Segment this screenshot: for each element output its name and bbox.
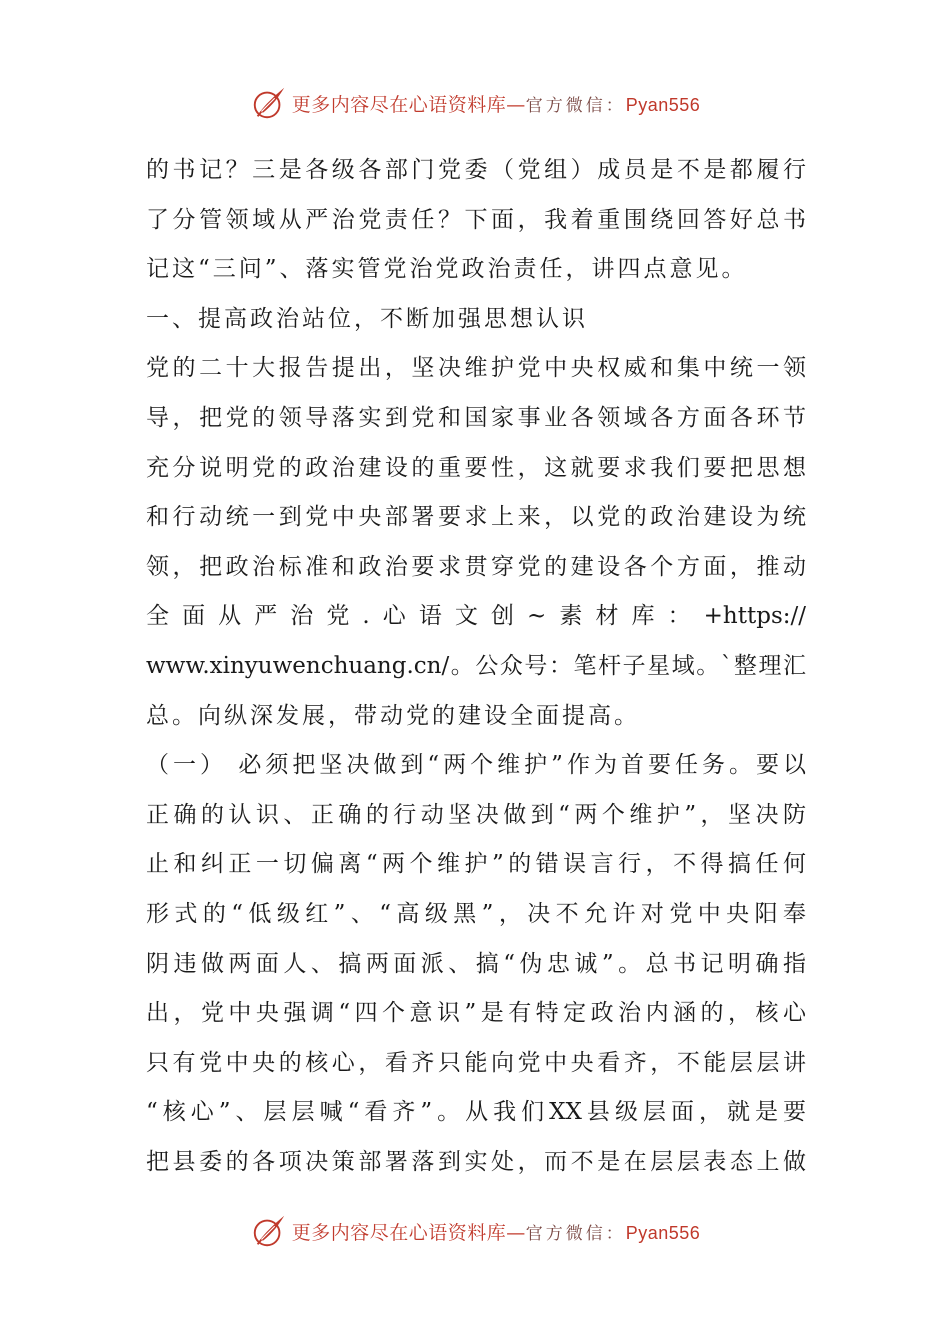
text-line: 和行动统一到党中央部署要求上来，以党的政治建设为统: [146, 504, 806, 531]
text-line: 领，把政治标准和政治要求贯穿党的建设各个方面，推动: [146, 553, 806, 580]
text-line: 只有党中央的核心，看齐只能向党中央看齐，不能层层讲: [146, 1049, 806, 1076]
watermark-banner: [250, 1212, 701, 1250]
text-line: 的书记？三是各级各部门党委（党组）成员是不是都履行: [146, 157, 806, 183]
text-line: （一） 必须把坚决做到“两个维护”作为首要任务。要以: [146, 752, 806, 779]
text-line: 导，把党的领导落实到党和国家事业各领域各方面各环节: [146, 404, 806, 431]
page-footer: [0, 1206, 950, 1256]
text-line: 阴违做两面人、搞两面派、搞“伪忠诚”。总书记明确指: [146, 950, 806, 977]
text-line: 正确的认识、正确的行动坚决做到“两个维护”，坚决防: [146, 801, 806, 828]
watermark-banner: [250, 84, 701, 122]
text-line: 止和纠正一切偏离“两个维护”的错误言行，不得搞任何: [146, 851, 806, 878]
text-line: 形式的“低级红”、“高级黑”，决不允许对党中央阳奉: [146, 900, 806, 927]
text-line: 总。向纵深发展，带动党的建设全面提高。: [146, 702, 640, 729]
text-line: 把县委的各项决策部署落到实处，而不是在层层表态上做: [146, 1148, 806, 1175]
banner-main: 更多内容尽在心语资料库: [291, 93, 507, 116]
banner-wechat-id: Pyan556: [625, 1222, 701, 1243]
banner-sub: 官方微信：: [525, 1223, 626, 1244]
banner-main: 更多内容尽在心语资料库: [291, 1221, 507, 1244]
text-line: 全面从严治党.心语文创~素材库：+https://: [146, 603, 806, 630]
text-line: 记这“三问”、落实管党治党政治责任，讲四点意见。: [146, 256, 748, 283]
page-header: [0, 78, 950, 128]
quill-logo-icon: [250, 1212, 288, 1250]
banner-text: [292, 1218, 701, 1245]
banner-dash: —: [506, 93, 526, 116]
banner-dash: —: [506, 1221, 526, 1244]
banner-text: [292, 90, 701, 117]
text-line: 了分管领域从严治党责任？下面，我着重围绕回答好总书: [146, 206, 806, 233]
quill-logo-icon: [250, 84, 288, 122]
banner-wechat-id: Pyan556: [625, 94, 701, 115]
text-line: “核心”、层层喊“看齐”。从我们XX县级层面，就是要: [146, 1099, 806, 1126]
section-heading: 一、提高政治站位，不断加强思想认识: [146, 305, 588, 332]
banner-sub: 官方微信：: [525, 95, 626, 116]
text-line: 出，党中央强调“四个意识”是有特定政治内涵的，核心: [146, 1000, 806, 1027]
text-line: 党的二十大报告提出，坚决维护党中央权威和集中统一领: [146, 355, 806, 382]
text-line: www.xinyuwenchuang.cn/。公众号：笔杆子星域。`整理汇: [146, 652, 806, 679]
document-body: [146, 146, 806, 1187]
text-line: 充分说明党的政治建设的重要性，这就要求我们要把思想: [146, 454, 806, 481]
